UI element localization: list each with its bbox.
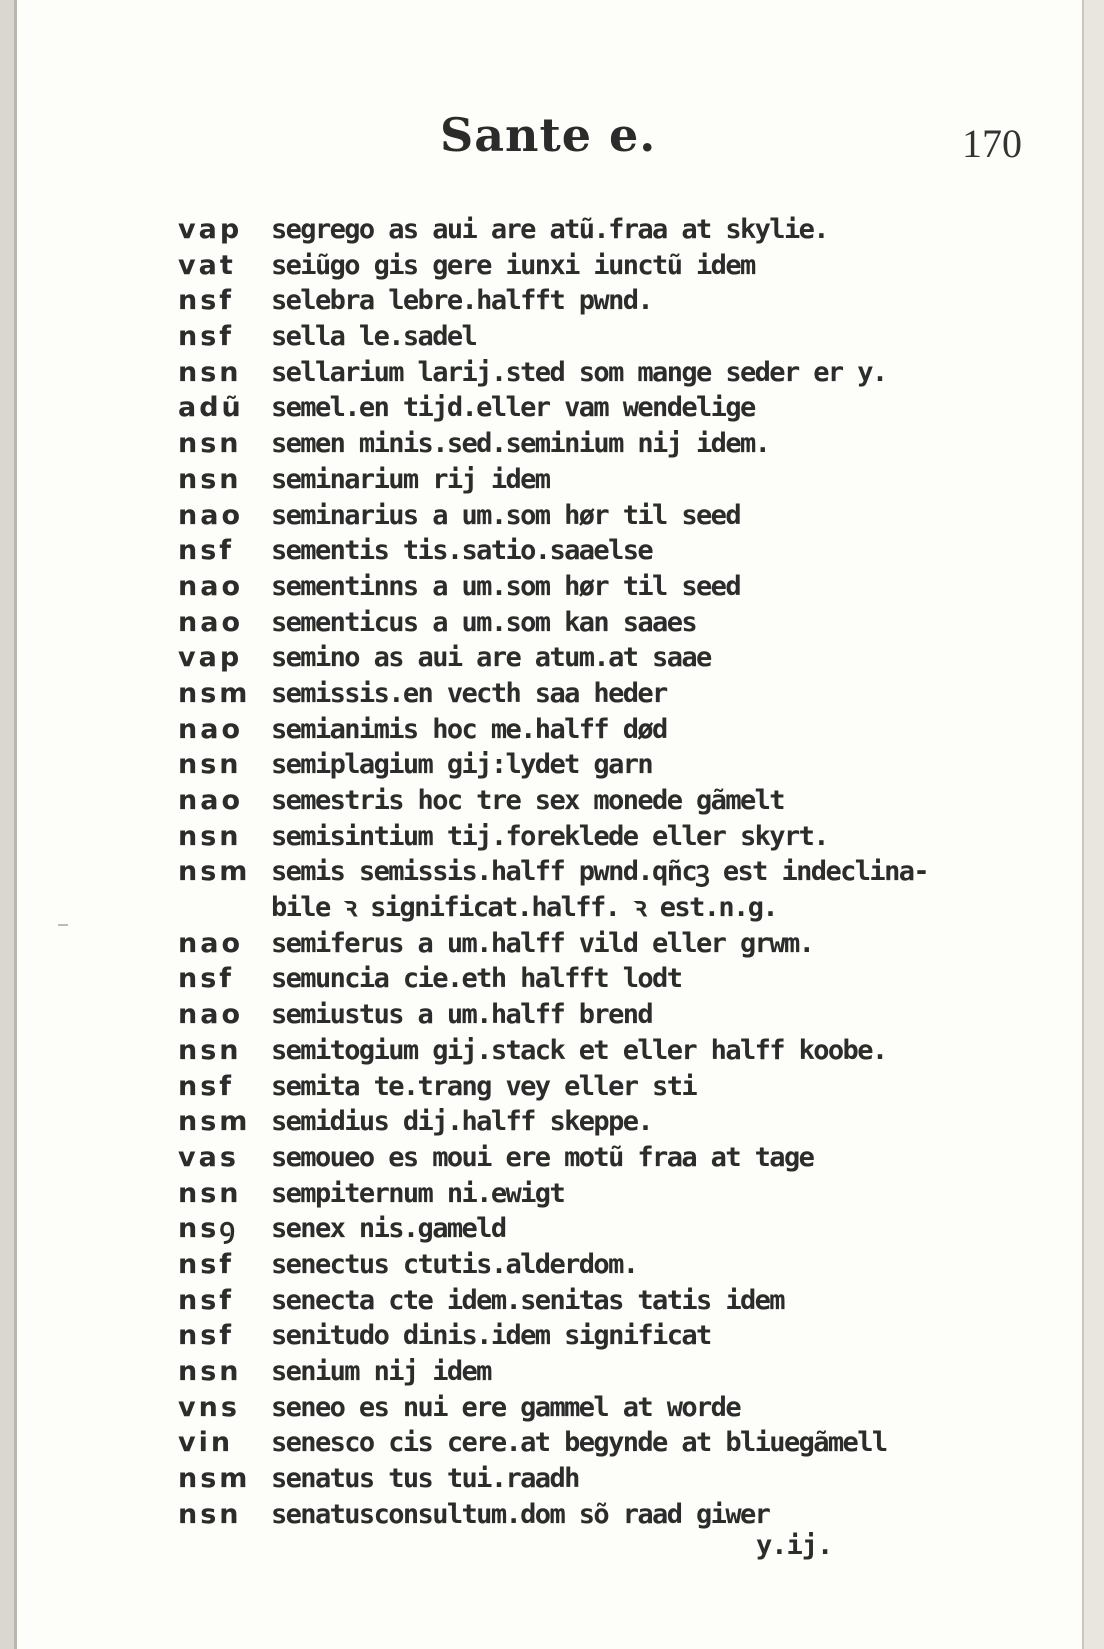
dictionary-entry	[0, 676, 1104, 712]
entry-text: sementinns a um.som hør til seed	[271, 570, 740, 602]
entry-text: seminarius a um.som hør til seed	[271, 499, 740, 531]
grammar-code: vas	[178, 1141, 239, 1173]
grammar-code: nsf	[178, 1284, 235, 1316]
grammar-code: vap	[178, 642, 243, 674]
signature-mark: y.ij.	[756, 1530, 833, 1561]
grammar-code: nsn	[178, 356, 242, 388]
dictionary-entry	[0, 926, 1104, 962]
dictionary-entry	[0, 819, 1104, 855]
entry-text: semoueo es moui ere motũ fraa at tage	[271, 1141, 814, 1173]
grammar-code: nsn	[178, 1498, 242, 1530]
dictionary-entry	[0, 569, 1104, 605]
running-header: Sante e.	[440, 108, 657, 162]
dictionary-entry	[0, 783, 1104, 819]
entry-text: senesco cis cere.at begynde at bliuegãmell	[271, 1427, 887, 1459]
grammar-code: nsf	[178, 1320, 235, 1352]
dictionary-entries	[0, 212, 1104, 1532]
grammar-code: nsn	[178, 428, 242, 460]
dictionary-entry	[0, 640, 1104, 676]
entry-text: sellarium larij.sted som mange seder er y.	[271, 356, 887, 388]
dictionary-entry	[0, 426, 1104, 462]
entry-text: senium nij idem	[271, 1356, 491, 1388]
dictionary-entry	[0, 1069, 1104, 1105]
dictionary-entry	[0, 1176, 1104, 1212]
dictionary-entry	[0, 997, 1104, 1033]
page-number: 170	[962, 121, 1022, 166]
entry-text: sella le.sadel	[271, 321, 477, 353]
grammar-code: nao	[178, 570, 243, 602]
entry-text: selebra lebre.halfft pwnd.	[271, 285, 653, 317]
dictionary-entry	[0, 961, 1104, 997]
dictionary-entry	[0, 605, 1104, 641]
grammar-code: nsf	[178, 1248, 235, 1280]
grammar-code: nsf	[178, 963, 235, 995]
entry-text: semuncia cie.eth halfft lodt	[271, 963, 682, 995]
entry-text: seminarium rij idem	[271, 463, 550, 495]
entry-text: semel.en tijd.eller vam wendelige	[271, 392, 755, 424]
grammar-code: nsf	[178, 285, 235, 317]
entry-text: semitogium gij.stack et eller halff koobe.	[271, 1034, 887, 1066]
grammar-code: vns	[178, 1391, 240, 1423]
entry-text: seneo es nui ere gammel at worde	[271, 1391, 740, 1423]
dictionary-entry	[0, 1461, 1104, 1497]
dictionary-entry	[0, 319, 1104, 355]
grammar-code: nsm	[178, 1463, 251, 1495]
dictionary-entry	[0, 283, 1104, 319]
dictionary-entry	[0, 747, 1104, 783]
grammar-code: adũ	[178, 392, 244, 424]
entry-text: semiustus a um.halff brend	[271, 999, 653, 1031]
grammar-code: nao	[178, 927, 243, 959]
grammar-code: nao	[178, 499, 243, 531]
dictionary-entry	[0, 355, 1104, 391]
grammar-code: nao	[178, 999, 243, 1031]
dictionary-entry	[0, 498, 1104, 534]
dictionary-entry	[0, 1497, 1104, 1533]
entry-text: semiferus a um.halff vild eller grwm.	[271, 927, 814, 959]
grammar-code: nao	[178, 606, 243, 638]
grammar-code: nsm	[178, 1106, 251, 1138]
grammar-code: nsf	[178, 1070, 235, 1102]
entry-text: semestris hoc tre sex monede gãmelt	[271, 785, 784, 816]
entry-text: sementis tis.satio.saaelse	[271, 535, 653, 567]
entry-text: semis semissis.halff pwnd.qñcꝫ est indeclina- bile ꝛ significat.halff. ꝛ est.n.g.	[271, 856, 929, 924]
grammar-code: nsn	[178, 749, 242, 781]
entry-text: senitudo dinis.idem significat	[271, 1320, 711, 1352]
grammar-code: nao	[178, 785, 243, 816]
entry-text: senecta cte idem.senitas tatis idem	[271, 1284, 784, 1316]
dictionary-entry	[0, 854, 1104, 925]
entry-text: semisintium tij.foreklede eller skyrt.	[271, 820, 828, 852]
dictionary-entry	[0, 712, 1104, 748]
dictionary-entry	[0, 1354, 1104, 1390]
entry-text: senatusconsultum.dom sõ raad giwer	[271, 1498, 770, 1530]
dictionary-entry	[0, 1247, 1104, 1283]
dictionary-entry	[0, 1390, 1104, 1426]
entry-text: semidius dij.halff skeppe.	[271, 1106, 653, 1138]
grammar-code: vin	[178, 1427, 234, 1459]
entry-text: semita te.trang vey eller sti	[271, 1070, 697, 1102]
grammar-code: vat	[178, 249, 236, 281]
grammar-code: nsꝯ	[178, 1213, 239, 1245]
entry-text: senatus tus tui.raadh	[271, 1463, 579, 1495]
dictionary-entry	[0, 1318, 1104, 1354]
dictionary-entry	[0, 212, 1104, 248]
entry-text: sementicus a um.som kan saaes	[271, 606, 697, 638]
entry-text: semiplagium gij:lydet garn	[271, 749, 653, 781]
entry-text: semino as aui are atum.at saae	[271, 642, 711, 674]
dictionary-entry	[0, 248, 1104, 284]
dictionary-entry	[0, 462, 1104, 498]
entry-text: seiũgo gis gere iunxi iunctũ idem	[271, 249, 755, 281]
grammar-code: nsn	[178, 1177, 242, 1209]
grammar-code: nsn	[178, 463, 242, 495]
grammar-code: vap	[178, 214, 243, 245]
grammar-code: nsm	[178, 677, 251, 709]
dictionary-entry	[0, 1140, 1104, 1176]
dictionary-entry	[0, 1033, 1104, 1069]
grammar-code: nsn	[178, 820, 242, 852]
entry-text: semen minis.sed.seminium nij idem.	[271, 428, 770, 460]
dictionary-entry	[0, 1425, 1104, 1461]
entry-text: senex nis.gameld	[271, 1213, 506, 1245]
grammar-code: nsf	[178, 321, 235, 353]
entry-text: sempiternum ni.ewigt	[271, 1177, 565, 1209]
entry-text: semianimis hoc me.halff død	[271, 713, 667, 745]
grammar-code: nsn	[178, 1356, 242, 1388]
dictionary-entry	[0, 390, 1104, 426]
grammar-code: nsn	[178, 1034, 242, 1066]
entry-text: senectus ctutis.alderdom.	[271, 1248, 638, 1280]
entry-text: semissis.en vecth saa heder	[271, 677, 667, 709]
dictionary-entry	[0, 1283, 1104, 1319]
grammar-code: nsm	[178, 856, 251, 888]
dictionary-entry	[0, 533, 1104, 569]
grammar-code: nao	[178, 713, 243, 745]
dictionary-entry	[0, 1104, 1104, 1140]
entry-text: segrego as aui are atũ.fraa at skylie.	[271, 214, 828, 245]
grammar-code: nsf	[178, 535, 235, 567]
dictionary-entry	[0, 1211, 1104, 1247]
